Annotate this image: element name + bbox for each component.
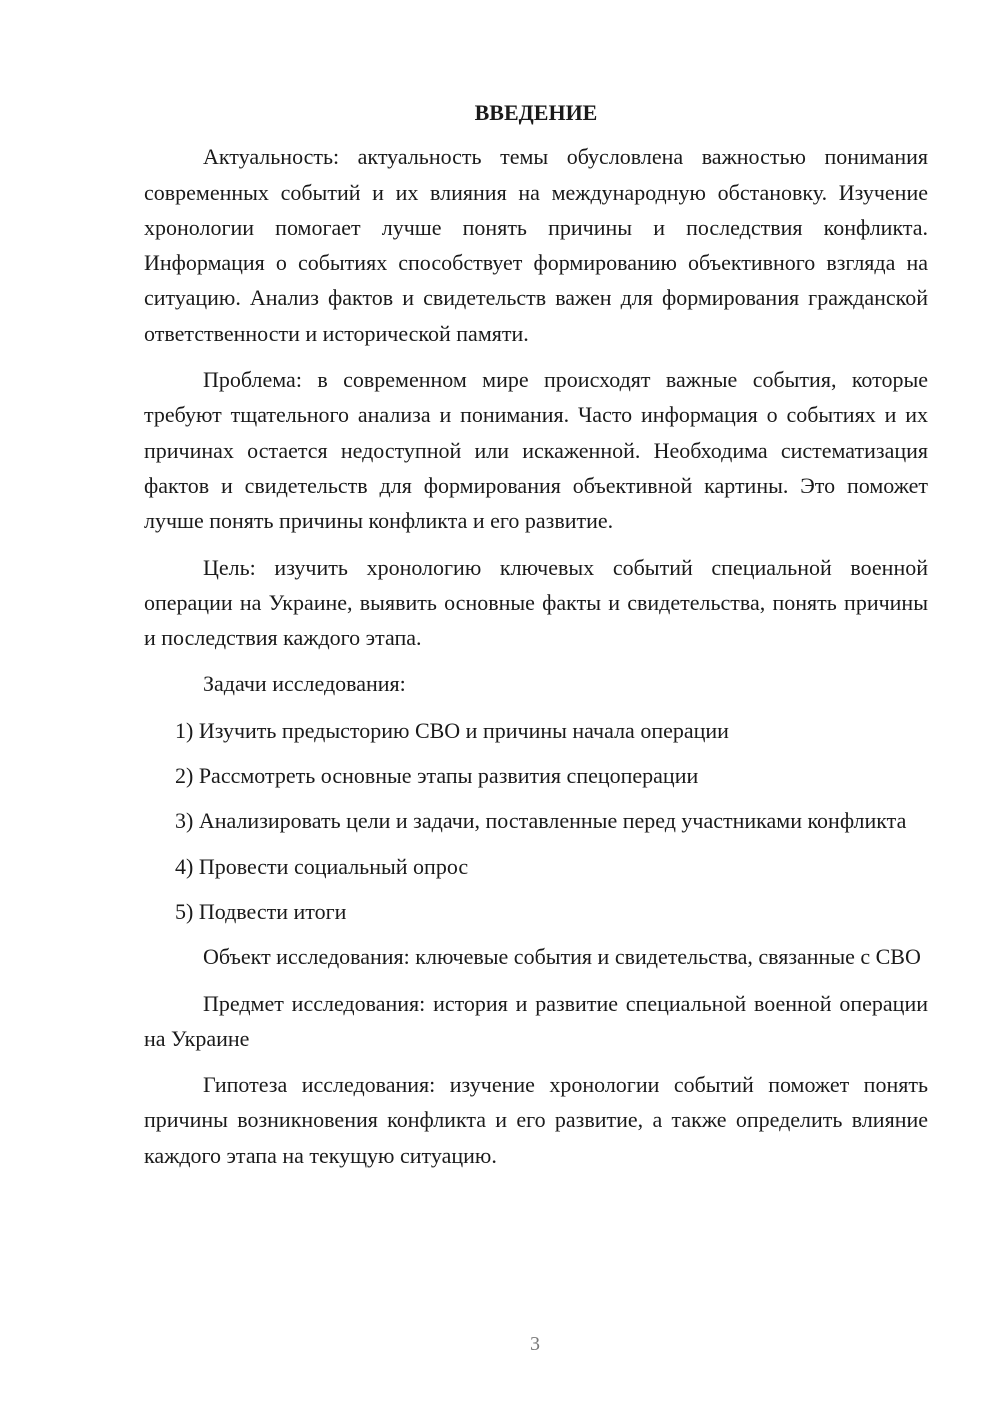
task-item-4: 4) Провести социальный опрос <box>175 853 469 879</box>
task-item-3: 3) Анализировать цели и задачи, поставленные перед участниками конфликта <box>175 808 907 834</box>
page-number: 3 <box>530 1333 540 1355</box>
paragraph-problem: Проблема: в современном мире происходят важные события, которые требуют тщательного анализа и понимания. Часто информация о событиях и их причинах остается недоступной или искаженной. Необходима систематизация фактов и свидетельств для формирования объективной картины. Это поможет лучше понять причины конфликта и его развитие. <box>144 367 928 534</box>
task-item-2: 2) Рассмотреть основные этапы развития спецоперации <box>175 763 699 789</box>
task-item-5: 5) Подвести итоги <box>175 898 347 924</box>
document-title: ВВЕДЕНИЕ <box>474 100 598 125</box>
paragraph-hypothesis: Гипотеза исследования: изучение хронологии событий поможет понять причины возникновения конфликта и его развитие, а также определить влияние каждого этапа на текущую ситуацию. <box>144 1072 928 1168</box>
task-item-1: 1) Изучить предысторию СВО и причины начала операции <box>175 717 729 743</box>
document-page <box>144 95 928 1184</box>
paragraph-relevance: Актуальность: актуальность темы обусловлена важностью понимания современных событий и их влияния на международную обстановку. Изучение хронологии помогает лучше понять причины и последствия конфликта. Информация о событиях способствует формированию объективного взгляда на ситуацию. Анализ фактов и свидетельств важен для формирования гражданской ответственности и исторической памяти. <box>144 144 928 346</box>
paragraph-goal: Цель: изучить хронологию ключевых событий специальной военной операции на Украине, выявить основные факты и свидетельства, понять причины и последствия каждого этапа. <box>144 554 928 651</box>
paragraph-tasks-heading: Задачи исследования: <box>203 671 406 697</box>
paragraph-subject: Предмет исследования: история и развитие специальной военной операции на Украине <box>144 990 928 1051</box>
paragraph-object: Объект исследования: ключевые события и свидетельства, связанные с СВО <box>203 944 921 970</box>
